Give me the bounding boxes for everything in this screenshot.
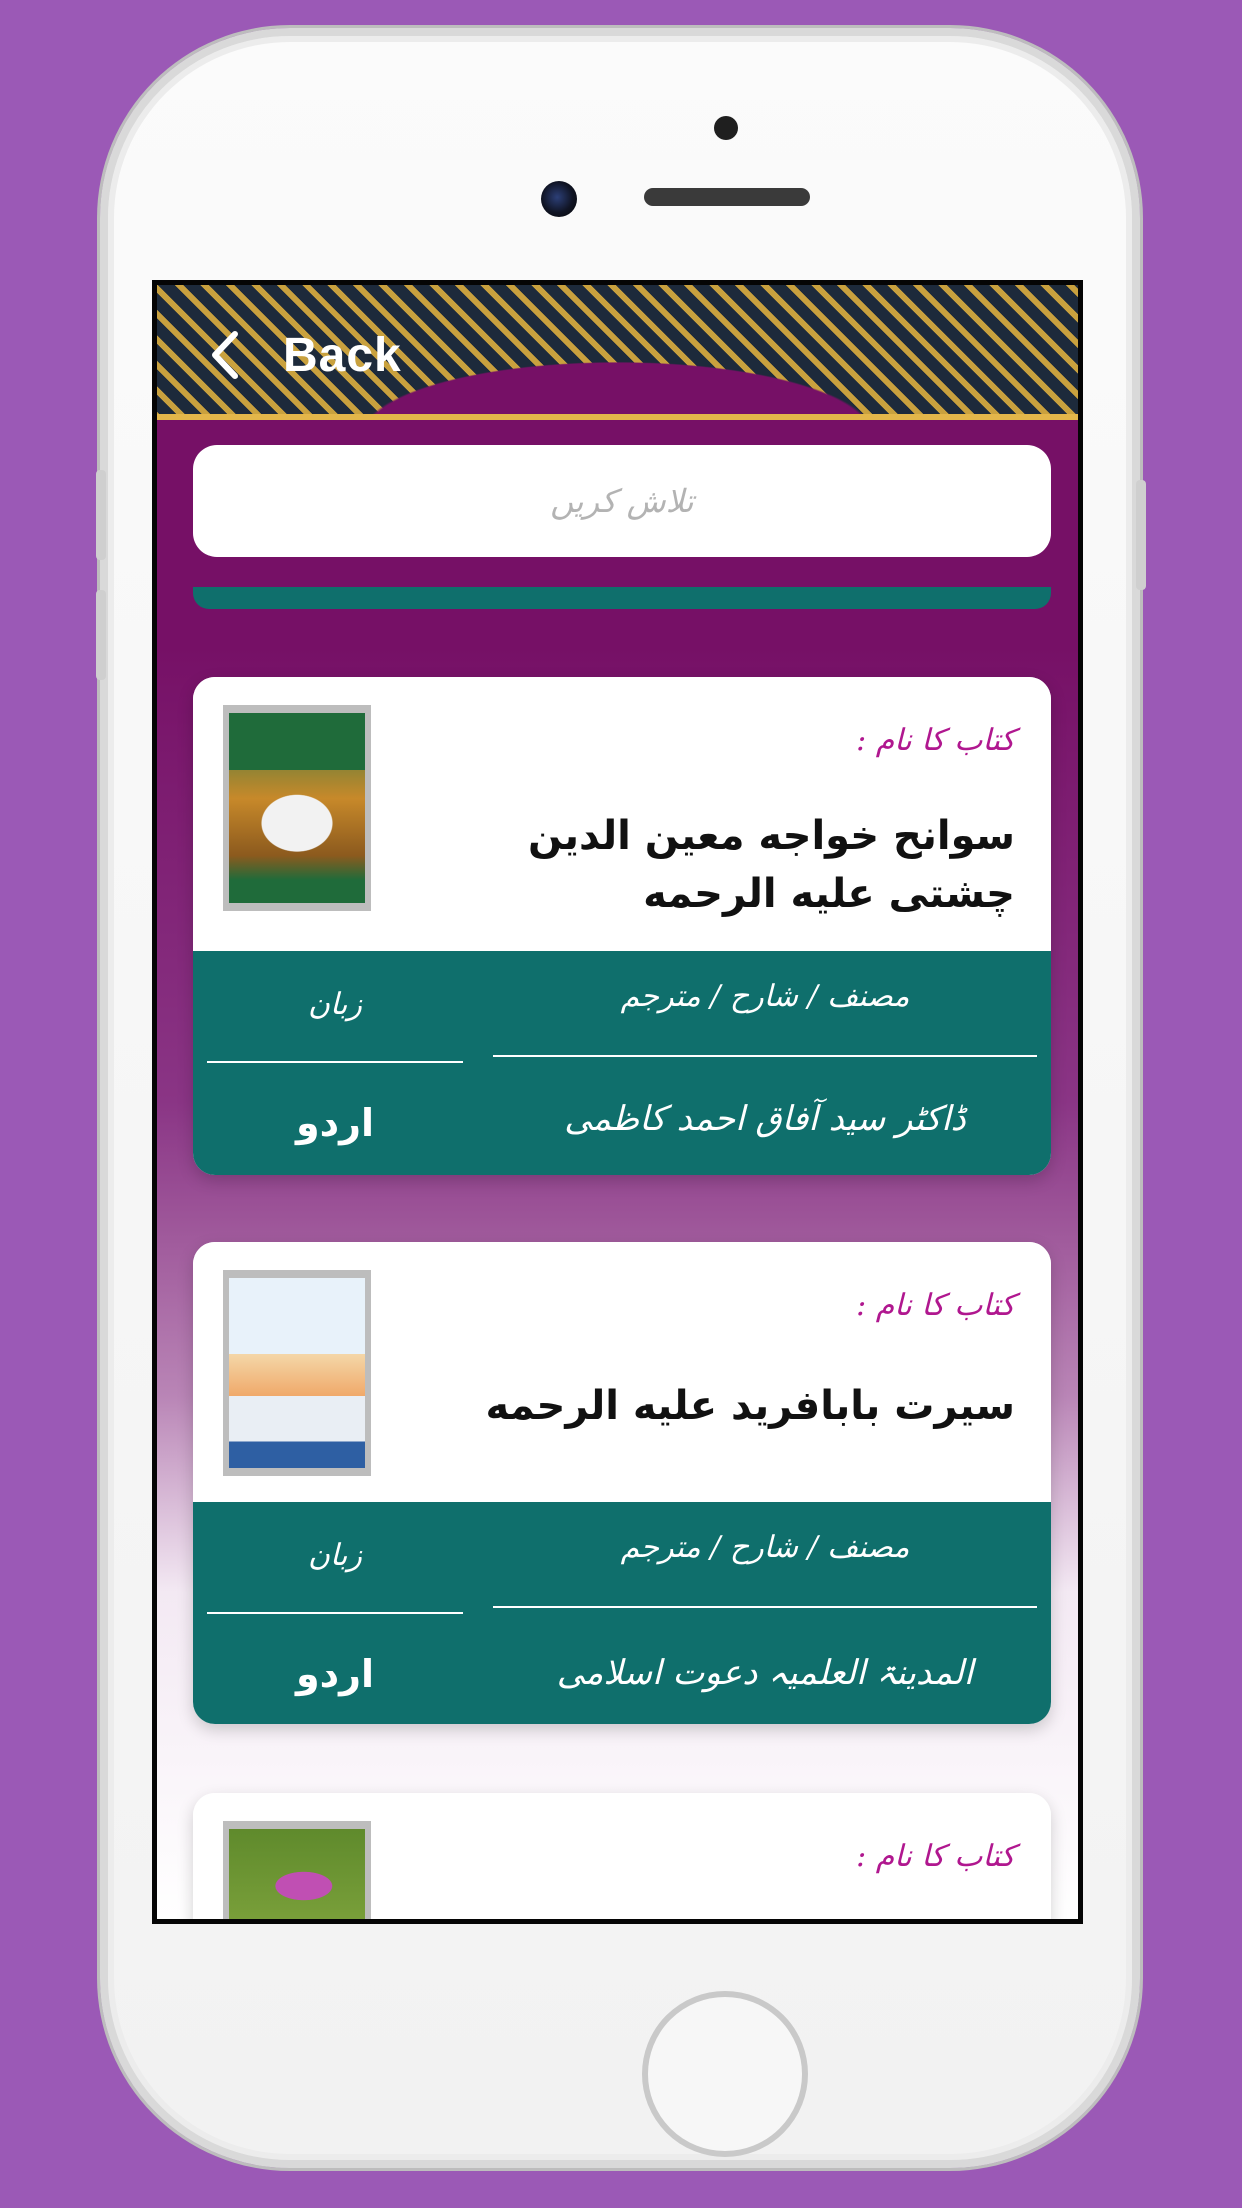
language-header: زبان — [307, 1538, 362, 1573]
divider — [207, 1061, 463, 1063]
search-placeholder: تلاش کریں — [550, 482, 694, 520]
book-title: سیرت بابافرید علیه الرحمه — [485, 1383, 1015, 1429]
book-name-label: کتاب کا نام : — [856, 1288, 1015, 1323]
home-button[interactable] — [642, 1991, 808, 2157]
language-value: اردو — [295, 1652, 375, 1696]
author-name: ڈاکٹر سید آفاق احمد کاظمی — [564, 1099, 966, 1139]
language-value: اردو — [295, 1101, 375, 1145]
book-card-header — [193, 677, 1051, 951]
book-name-label: کتاب کا نام : — [856, 1839, 1015, 1874]
app-screen — [152, 280, 1083, 1924]
author-header: مصنف / شارح / مترجم — [620, 979, 910, 1014]
earpiece-speaker — [644, 188, 810, 206]
book-card-header — [193, 1242, 1051, 1502]
book-card[interactable] — [193, 1793, 1051, 1924]
ornate-header — [157, 285, 1078, 420]
author-column — [493, 1502, 1037, 1724]
book-card-header — [193, 1793, 1051, 1924]
divider — [493, 1055, 1037, 1057]
book-card[interactable] — [193, 1242, 1051, 1724]
book-cover-image — [223, 1270, 371, 1476]
volume-up-button — [96, 470, 106, 560]
book-title: سوانح خواجه معین الدین چشتی علیه الرحمه — [528, 813, 1015, 917]
back-label: Back — [283, 328, 402, 382]
language-header: زبان — [307, 987, 362, 1022]
author-header: مصنف / شارح / مترجم — [620, 1530, 910, 1565]
back-button[interactable] — [207, 325, 402, 385]
divider — [207, 1612, 463, 1614]
language-column — [207, 1502, 463, 1724]
book-card[interactable] — [193, 677, 1051, 1175]
power-button — [1136, 480, 1146, 590]
divider — [493, 1606, 1037, 1608]
search-input[interactable] — [193, 445, 1051, 557]
author-name: المدینۃ العلمیہ دعوت اسلامی — [556, 1653, 974, 1693]
search-underline-bar — [193, 587, 1051, 609]
chevron-left-icon — [207, 330, 243, 380]
front-camera — [541, 181, 577, 217]
author-column — [493, 951, 1037, 1175]
book-meta — [193, 951, 1051, 1175]
language-column — [207, 951, 463, 1175]
book-meta — [193, 1502, 1051, 1724]
book-cover-image — [223, 705, 371, 911]
proximity-sensor — [714, 116, 738, 140]
volume-down-button — [96, 590, 106, 680]
book-cover-image — [223, 1821, 371, 1924]
book-name-label: کتاب کا نام : — [856, 723, 1015, 758]
